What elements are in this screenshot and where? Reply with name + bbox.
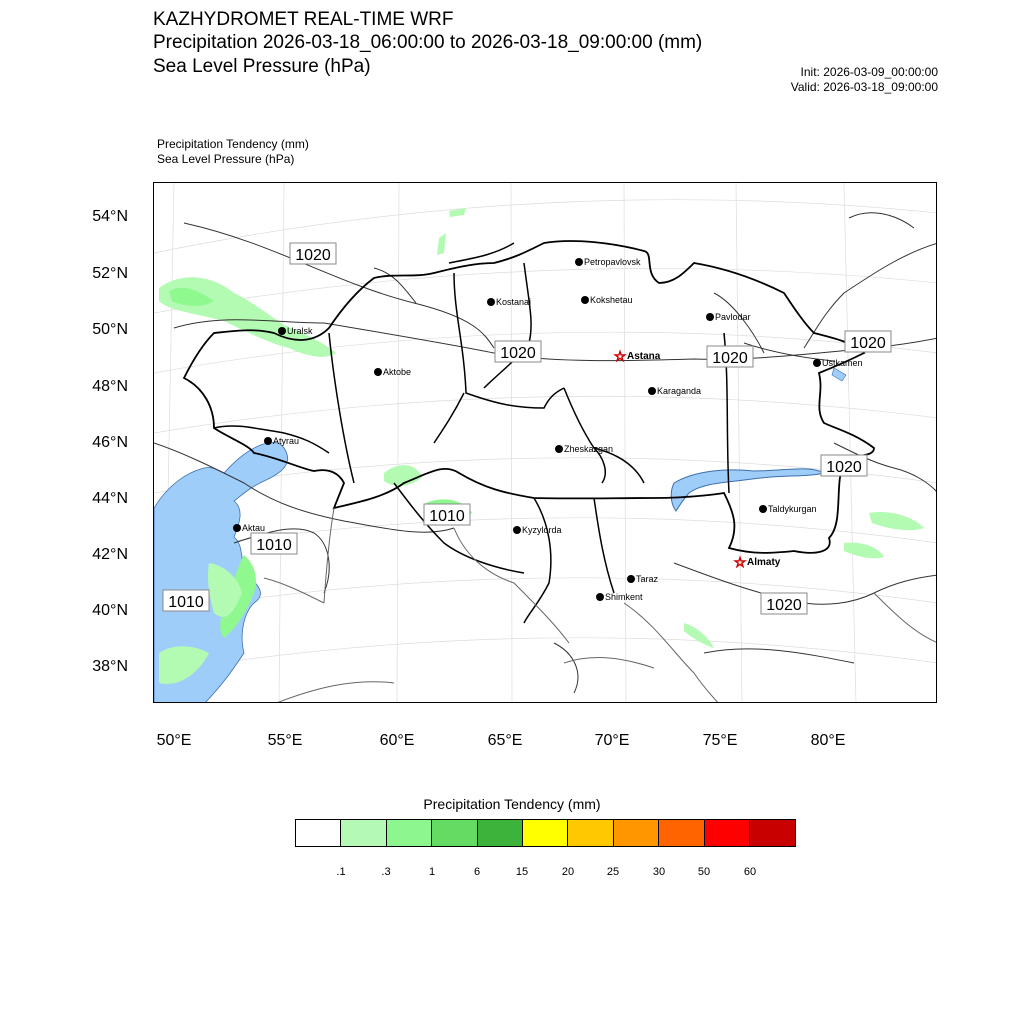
isobar-label: 1020: [826, 459, 862, 476]
city-label-atyrau: Atyrau: [273, 436, 300, 446]
lat-label-52n: 52°N: [92, 265, 128, 282]
colorbar-tick: 50: [697, 866, 711, 878]
city-label-karaganda: Karaganda: [657, 386, 702, 396]
lake-zaysan: [832, 368, 846, 381]
lon-label-50e: 50°E: [156, 732, 192, 749]
city-dot-aktobe: [374, 368, 382, 376]
city-label-aktau: Aktau: [242, 523, 266, 533]
lon-label-60e: 60°E: [379, 732, 415, 749]
city-dot-aktau: [233, 524, 241, 532]
city-label-pavlodar: Pavlodar: [715, 312, 751, 322]
isobar-label: 1020: [500, 345, 536, 362]
city-label-petropavlovsk: Petropavlovsk: [584, 257, 641, 267]
city-label-kyzylorda: Kyzylorda: [522, 525, 562, 535]
city-dot-pavlodar: [706, 313, 714, 321]
valid-time: Valid: 2026-03-18_09:00:00: [790, 80, 938, 94]
city-dot-kyzylorda: [513, 526, 521, 534]
colorbar-swatch: [387, 820, 432, 846]
isobar-label: 1010: [168, 594, 204, 611]
city-label-ustkamen: Ustkamen: [822, 358, 863, 368]
colorbar-tick: 20: [561, 866, 575, 878]
city-dot-taraz: [627, 575, 635, 583]
isobar-label: 1010: [256, 537, 292, 554]
colorbar-tick: .1: [336, 866, 346, 878]
colorbar-tick: 60: [743, 866, 757, 878]
colorbar-swatch: [296, 820, 341, 846]
init-time: Init: 2026-03-09_00:00:00: [800, 65, 938, 79]
colorbar: [295, 819, 796, 847]
field-label-pressure: Sea Level Pressure (hPa): [157, 152, 295, 166]
city-label-kokshetau: Kokshetau: [590, 295, 633, 305]
isobar-label: 1020: [712, 350, 748, 367]
lon-label-70e: 70°E: [594, 732, 630, 749]
colorbar-swatch: [432, 820, 477, 846]
colorbar-swatch: [478, 820, 523, 846]
colorbar-tick: 1: [428, 866, 436, 878]
city-dot-karaganda: [648, 387, 656, 395]
map-canvas: [154, 183, 937, 703]
lon-label-75e: 75°E: [702, 732, 738, 749]
city-dot-taldykurgan: [759, 505, 767, 513]
isobar-label: 1010: [429, 508, 465, 525]
colorbar-swatch: [614, 820, 659, 846]
city-dot-uralsk: [278, 327, 286, 335]
colorbar-tick: 15: [515, 866, 529, 878]
isobar-label: 1020: [295, 247, 331, 264]
city-label-uralsk: Uralsk: [287, 326, 313, 336]
map-panel: [153, 182, 937, 703]
colorbar-swatch: [523, 820, 568, 846]
colorbar-swatch: [750, 820, 795, 846]
isobar-label: 1020: [766, 597, 802, 614]
legend-title: Precipitation Tendency (mm): [423, 796, 601, 812]
colorbar-tick: 6: [473, 866, 481, 878]
city-dot-shimkent: [596, 593, 604, 601]
colorbar-tick: 25: [606, 866, 620, 878]
city-dot-ustkamen: [813, 359, 821, 367]
lon-label-55e: 55°E: [267, 732, 303, 749]
map-title: KAZHYDROMET REAL-TIME WRF: [153, 9, 454, 30]
colorbar-swatch: [341, 820, 386, 846]
colorbar-swatch: [659, 820, 704, 846]
colorbar-tick: .3: [381, 866, 391, 878]
city-label-taldykurgan: Taldykurgan: [768, 504, 817, 514]
colorbar-swatch: [705, 820, 750, 846]
lat-label-54n: 54°N: [92, 208, 128, 225]
city-label-almaty: Almaty: [747, 557, 781, 568]
lat-label-44n: 44°N: [92, 490, 128, 507]
lat-label-40n: 40°N: [92, 602, 128, 619]
city-dot-atyrau: [264, 437, 272, 445]
city-star-astana: ☆: [613, 348, 627, 364]
colorbar-swatch: [568, 820, 613, 846]
city-dot-kostanai: [487, 298, 495, 306]
city-star-almaty: ☆: [733, 554, 747, 570]
lat-label-38n: 38°N: [92, 658, 128, 675]
precipitation-period-title: Precipitation 2026-03-18_06:00:00 to 2026-03-18_09:00:00 (mm): [153, 32, 703, 53]
city-dot-kokshetau: [581, 296, 589, 304]
lat-label-48n: 48°N: [92, 378, 128, 395]
city-label-zheskazgan: Zheskazgan: [564, 444, 614, 454]
lat-label-50n: 50°N: [92, 321, 128, 338]
city-label-taraz: Taraz: [636, 574, 659, 584]
city-dot-petropavlovsk: [575, 258, 583, 266]
isobar-label: 1020: [850, 335, 886, 352]
city-dot-zheskazgan: [555, 445, 563, 453]
colorbar-tick: 30: [652, 866, 666, 878]
city-label-shimkent: Shimkent: [605, 592, 643, 602]
city-label-kostanai: Kostanai: [496, 297, 532, 307]
lat-label-46n: 46°N: [92, 434, 128, 451]
lon-label-80e: 80°E: [810, 732, 846, 749]
lat-label-42n: 42°N: [92, 546, 128, 563]
city-markers: [233, 257, 863, 602]
city-label-astana: Astana: [627, 351, 661, 362]
field-label-precipitation: Precipitation Tendency (mm): [157, 137, 309, 151]
pressure-title: Sea Level Pressure (hPa): [153, 56, 371, 77]
lon-label-65e: 65°E: [487, 732, 523, 749]
city-label-aktobe: Aktobe: [383, 367, 412, 377]
